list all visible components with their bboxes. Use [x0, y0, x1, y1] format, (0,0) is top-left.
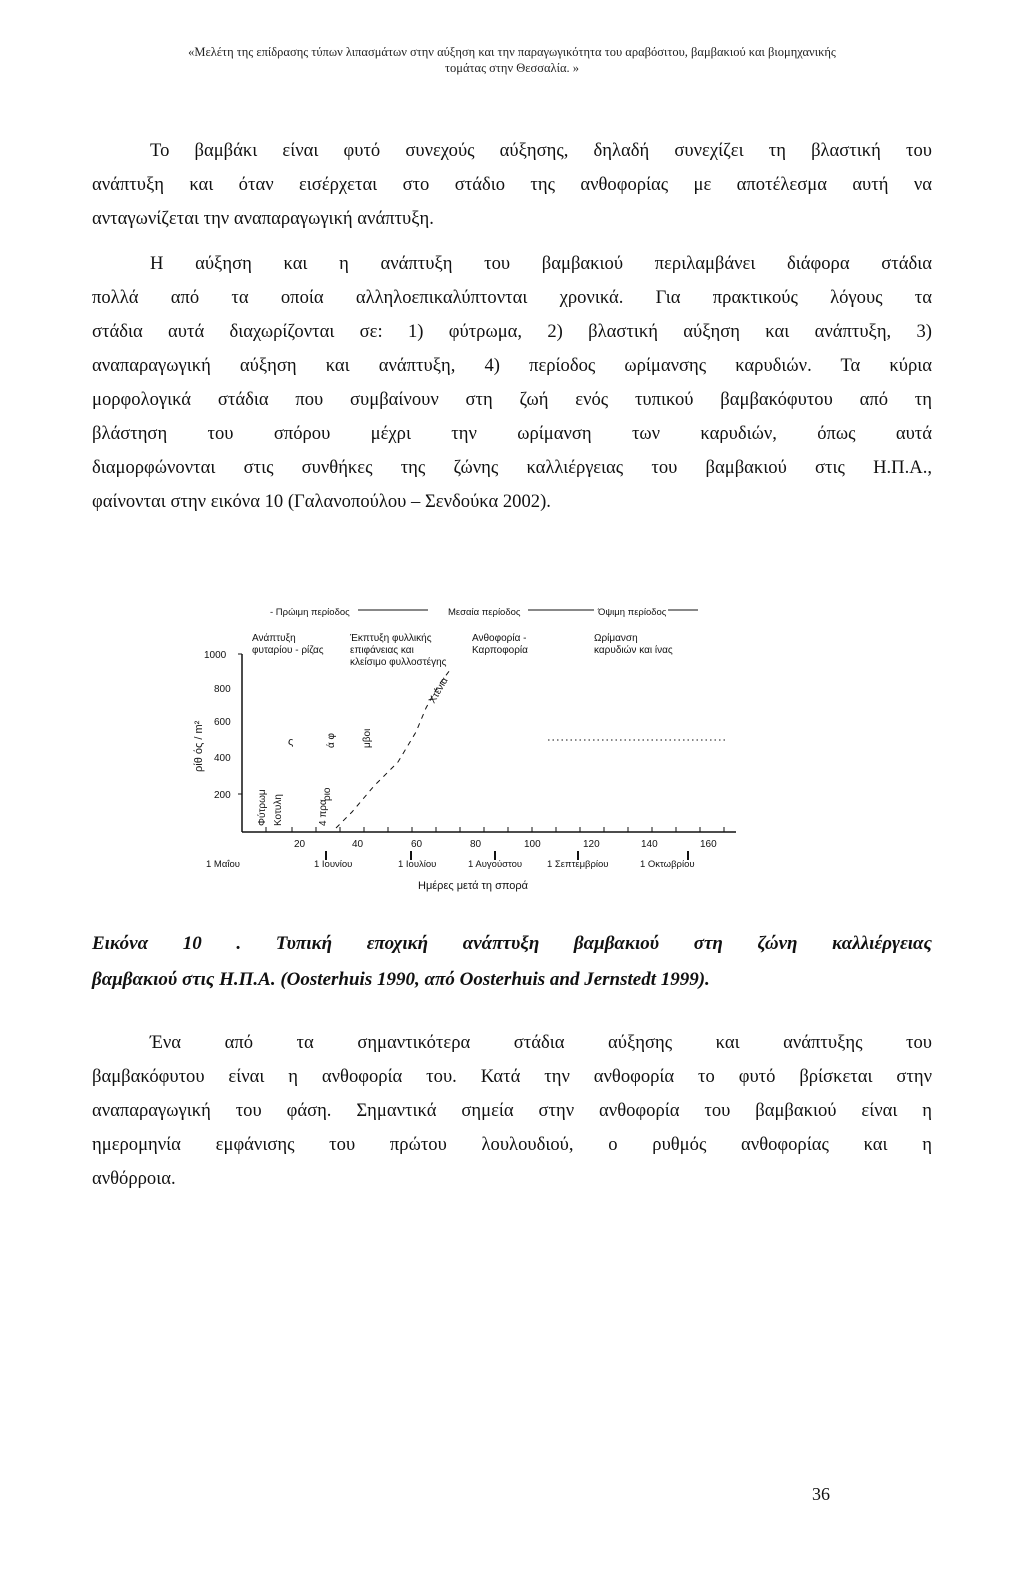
paragraph-line: ημερομηνία εμφάνισης του πρώτου λουλουδιού, ο ρυθμός ανθοφορίας και η — [92, 1134, 932, 1155]
caption-line-1: Εικόνα 10 . Τυπική εποχική ανάπτυξη βαμβακιού στη ζώνη καλλιέργειας — [92, 933, 932, 954]
paragraph-line: διαμορφώνονται στις συνθήκες της ζώνης καλλιέργειας του βαμβακιού στις Η.Π.Α., — [92, 457, 932, 478]
stage-3-line-2: Καρποφορία — [472, 645, 528, 656]
paragraph-line: πολλά από τα οποία αλληλοεπικαλύπτονται χρονικά. Για πρακτικούς λόγους τα — [92, 287, 932, 308]
page-number: 36 — [812, 1484, 830, 1504]
figure-caption — [92, 926, 932, 998]
y-tick-label: 600 — [214, 717, 231, 728]
x-tick-label: 140 — [641, 839, 658, 850]
paragraph-line: ανθόρροια. — [92, 1168, 176, 1189]
x-axis-label: Ημέρες μετά τη σπορά — [418, 880, 529, 892]
stage-4-line-2: καρυδιών και ίνας — [594, 645, 673, 656]
header-line-1: «Μελέτη της επίδρασης τύπων λιπασμάτων στην αύξηση και την παραγωγικότητα του αραβόσιτου, βαμβακιού και βιομηχανικής — [188, 45, 836, 59]
paragraph-line: μορφολογικά στάδια που συμβαίνουν στη ζωή ενός τυπικού βαμβακόφυτου από τη — [92, 389, 932, 410]
caption-line-2: βαμβακιού στις Η.Π.Α. (Oosterhuis 1990, από Oosterhuis and Jernstedt 1999). — [92, 969, 710, 990]
stage-4-line-1: Ωρίμανση — [594, 633, 638, 644]
date-label: 1 Σεπτεμβρίου — [547, 859, 609, 870]
paragraph-3 — [92, 1026, 932, 1196]
paragraph-line: φαίνονται στην εικόνα 10 (Γαλανοπούλου – Σενδούκα 2002). — [92, 491, 551, 512]
x-tick-label: 160 — [700, 839, 717, 850]
paragraph-line: ανάπτυξη και όταν εισέρχεται στο στάδιο της ανθοφορίας με αποτέλεσμα αυτή να — [92, 174, 932, 195]
y-tick-label: 1000 — [204, 650, 227, 661]
x-tick-label: 20 — [294, 839, 306, 850]
x-tick-label: 100 — [524, 839, 541, 850]
paragraph-line: βλάστηση του σπόρου μέχρι την ωρίμανση των καρυδιών, όπως αυτά — [92, 423, 932, 444]
mark-symbol: ς — [288, 736, 294, 748]
date-label: 1 Ιουνίου — [314, 859, 353, 870]
figure-10 — [190, 596, 750, 916]
stage-2-line-3: κλείσιμο φυλλοστέγης — [350, 657, 447, 668]
curve-label: Χτένια — [427, 675, 451, 706]
paragraph-line: στάδια αυτά διαχωρίζονται σε: 1) φύτρωμα, 2) βλαστική αύξηση και ανάπτυξη, 3) — [92, 321, 932, 342]
paragraph-line: Ένα από τα σημαντικότερα στάδια αύξησης και ανάπτυξης του — [150, 1032, 932, 1053]
y-tick-label: 200 — [214, 790, 231, 801]
date-label: 1 Μαΐου — [206, 859, 240, 870]
header-line-2: τομάτας στην Θεσσαλία. » — [444, 61, 580, 75]
stage-2-line-2: επιφάνειας και — [350, 645, 414, 656]
y-tick-label: 400 — [214, 753, 231, 764]
paragraph-line: Το βαμβάκι είναι φυτό συνεχούς αύξησης, δηλαδή συνεχίζει τη βλαστική του — [150, 140, 932, 161]
paragraph-1 — [92, 134, 932, 236]
x-tick-label: 40 — [352, 839, 364, 850]
x-tick-label: 60 — [411, 839, 423, 850]
period-early: - Πρώιμη περίοδος — [270, 607, 350, 618]
date-label: 1 Αυγούστου — [468, 859, 523, 870]
date-label: 1 Ιουλίου — [398, 859, 437, 870]
vertical-label: μβοι — [362, 728, 373, 748]
paragraph-line: βαμβακόφυτου είναι η ανθοφορία του. Κατά την ανθοφορία το φυτό βρίσκεται στην — [92, 1066, 932, 1087]
period-mid: Μεσαία περίοδος — [448, 607, 521, 618]
stage-2-line-1: Έκπτυξη φυλλικής — [350, 633, 432, 644]
paragraph-line: αναπαραγωγική αύξηση και ανάπτυξη, 4) περίοδος ωρίμανσης καρυδιών. Τα κύρια — [92, 355, 932, 376]
date-label: 1 Οκτωβρίου — [640, 859, 695, 870]
vertical-label: 4 πρα — [318, 799, 329, 826]
vertical-label: Κοτυλη — [273, 794, 284, 826]
y-tick-label: 800 — [214, 684, 231, 695]
paragraph-line: Η αύξηση και η ανάπτυξη του βαμβακιού περιλαμβάνει διάφορα στάδια — [150, 253, 932, 274]
paragraph-2 — [92, 247, 932, 519]
x-tick-label: 120 — [583, 839, 600, 850]
paragraph-line: ανταγωνίζεται την αναπαραγωγική ανάπτυξη. — [92, 208, 434, 229]
y-axis-label: ρίθ ός / m² — [193, 720, 205, 772]
vertical-label: Φύτρωμ — [257, 789, 268, 826]
growth-diagram — [190, 596, 750, 916]
period-late: Όψιμη περίοδος — [598, 607, 667, 618]
x-tick-label: 80 — [470, 839, 482, 850]
vertical-label: ά φ — [326, 732, 337, 748]
stage-1-line-1: Ανάπτυξη — [252, 633, 296, 644]
running-header — [40, 44, 984, 76]
vertical-label: ριο — [322, 787, 333, 801]
paragraph-line: αναπαραγωγική του φάση. Σημαντικά σημεία στην ανθοφορία του βαμβακιού είναι η — [92, 1100, 932, 1121]
stage-3-line-1: Ανθοφορία - — [472, 633, 527, 644]
stage-1-line-2: φυταρίου - ρίζας — [252, 645, 324, 656]
